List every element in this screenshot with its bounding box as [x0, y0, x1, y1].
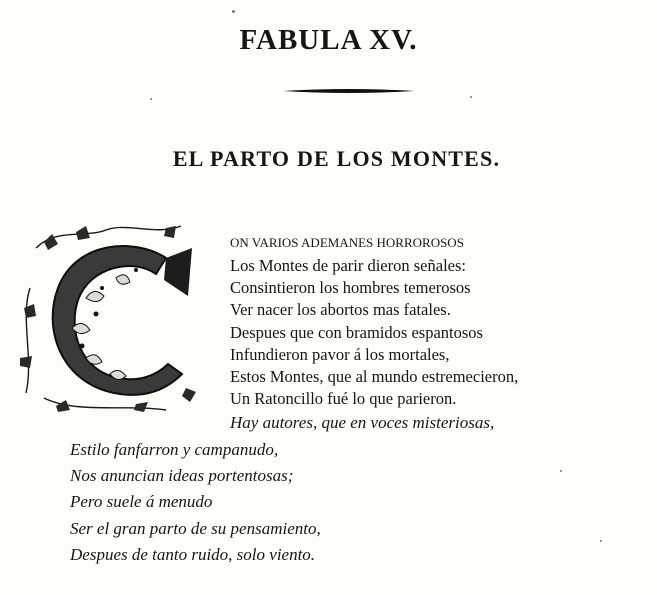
ornamental-rule: [283, 88, 415, 94]
verse-line-11: Nos anuncian ideas portentosas;: [70, 466, 294, 485]
verse-line-4: Ver nacer los abortos mas fatales.: [230, 300, 451, 319]
verse-line-14: Despues de tanto ruido, solo viento.: [70, 545, 316, 564]
paper-speck: [600, 540, 602, 542]
verse-line-9: Hay autores, que en voces misteriosas,: [230, 413, 495, 432]
verse-line-5: Despues que con bramidos espantosos: [230, 323, 483, 342]
verse-line-13: Ser el gran parto de su pensamiento,: [70, 519, 321, 538]
verse-line-8: Un Ratoncillo fué lo que parieron.: [230, 389, 457, 408]
verse-line-6: Infundieron pavor á los mortales,: [230, 345, 450, 364]
paper-speck: [560, 470, 562, 472]
verse-line-10: Estilo fanfarron y campanudo,: [70, 440, 279, 459]
paper-speck: [150, 98, 152, 100]
verse-line-2: Los Montes de parir dieron señales:: [230, 256, 466, 275]
fable-number-heading: FABULA XV.: [239, 24, 418, 56]
first-line-remainder: ON VARIOS ADEMANES HORROROSOS: [230, 235, 464, 250]
verse-line-3: Consintieron los hombres temerosos: [230, 278, 471, 297]
decorated-initial-c: [16, 218, 216, 418]
paper-speck: [470, 96, 472, 98]
verse-line-12: Pero suele á menudo: [70, 492, 213, 511]
paper-speck: [232, 10, 235, 13]
fable-title: EL PARTO DE LOS MONTES.: [172, 146, 501, 171]
verse-line-7: Estos Montes, que al mundo estremecieron,: [230, 367, 519, 386]
verse-line-1: [230, 234, 464, 251]
